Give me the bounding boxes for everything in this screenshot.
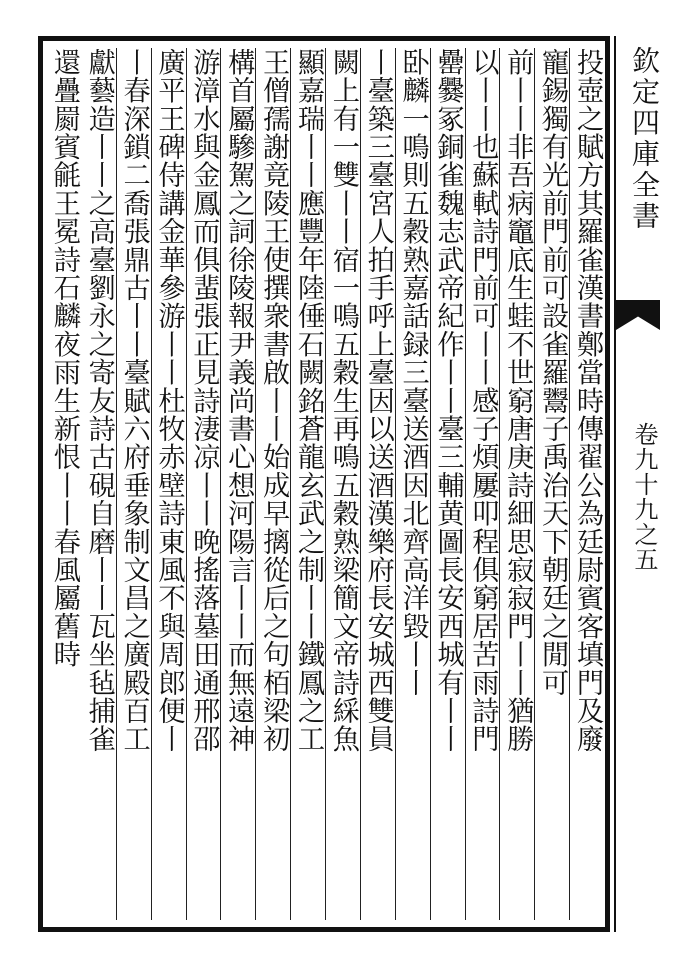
text-column-2: 寵錫獨有光前門前可設雀羅鬻子禹治天下朝廷之閒可 xyxy=(537,48,569,697)
column-rule xyxy=(325,48,326,920)
column-rule xyxy=(395,48,396,920)
text-column-8: 闕上有一雙丨丨宿一鳴五穀生再鳴五穀熟梁簡文帝詩綵魚 xyxy=(327,48,359,753)
text-column-3: 前丨丨非吾病竈底生蛙不世窮唐庚詩細思寂寂門丨丨猶勝 xyxy=(502,48,534,753)
text-column-6: 卧麟一鳴則五穀熟嘉話録三臺送酒因北齊高洋毀丨丨 xyxy=(397,48,429,697)
column-rule xyxy=(116,48,117,920)
text-column-10: 王僧孺謝竟陵王使撰衆書啟丨丨始成早摛從后之句栢梁初 xyxy=(258,48,290,753)
column-rule xyxy=(569,48,570,920)
text-column-13: 廣平王碑侍講金華參游丨丨杜牧赤壁詩東風不與周郎便丨 xyxy=(153,48,185,753)
text-column-14: 丨春深鎖二喬張鼎古丨丨臺賦六府垂象制文昌之廣殿百工 xyxy=(118,48,150,753)
text-column-16: 還疊罽賓毹王冕詩石麟夜雨生新恨丨丨春風屬舊時 xyxy=(48,48,80,669)
column-rule xyxy=(360,48,361,920)
text-column-5: 罍爨冢銅雀魏志武帝紀作丨丨臺三輔黄圖長安西城有丨丨 xyxy=(432,48,464,753)
column-rule xyxy=(151,48,152,920)
column-rule xyxy=(290,48,291,920)
text-column-15: 獻藝造丨丨之高臺劉永之寄友詩古硯自磨丨丨瓦坐毡捕雀 xyxy=(83,48,115,753)
text-column-1: 投壺之賦方其羅雀漢書鄭當時傳翟公為廷尉賓客填門及廢 xyxy=(572,48,603,753)
text-column-9: 顯嘉瑞丨丨應豐年陸倕石闕銘蒼龍玄武之制丨丨鐵鳳之工 xyxy=(293,48,324,753)
text-column-4: 以丨丨也蘇軾詩門前可丨丨感子煩屢叩程俱窮居苦雨詩門 xyxy=(467,48,499,753)
text-column-11: 構首屬驂駕之詞徐陵報尹義尚書心想河陽言丨丨而無遠神 xyxy=(223,48,255,753)
column-rule xyxy=(499,48,500,920)
text-column-7: 丨臺築三臺宮人拍手呼上臺因以送酒漢樂府長安城西雙員 xyxy=(362,48,394,753)
text-column-12: 游漳水與金鳳而俱蜚張正見詩淒凉丨丨晚搖落墓田通邢邵 xyxy=(188,48,220,753)
text-body xyxy=(46,48,604,924)
fish-tail-mark xyxy=(616,300,660,330)
margin-divider xyxy=(614,36,616,932)
margin-book-title: 欽定四庫全書 xyxy=(628,46,661,232)
column-rule xyxy=(220,48,221,920)
column-rule xyxy=(186,48,187,920)
margin-volume-label: 卷九十九之五 xyxy=(630,422,658,572)
column-rule xyxy=(430,48,431,920)
column-rule xyxy=(534,48,535,920)
column-rule xyxy=(465,48,466,920)
column-rule xyxy=(255,48,256,920)
